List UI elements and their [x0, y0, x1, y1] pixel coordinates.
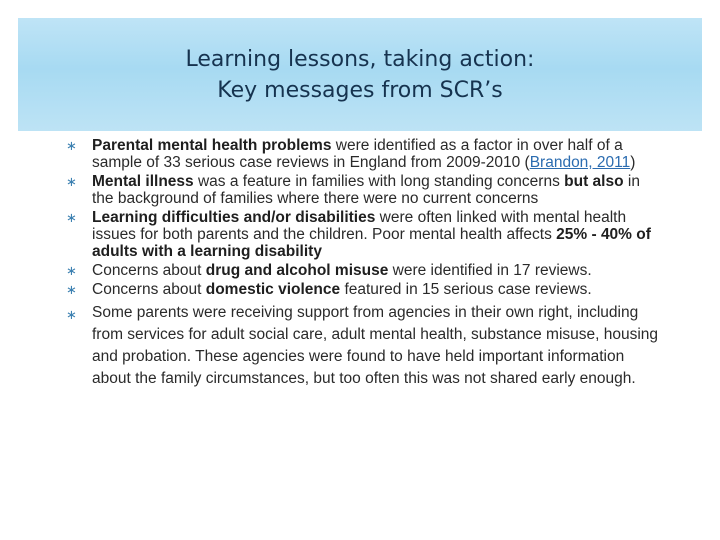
- bullet-icon: ∗: [66, 138, 77, 153]
- body-text: were identified as a factor in over half of a sample of 33 serious case reviews in England from 2009-2010: [92, 137, 623, 171]
- bold-text: but also: [564, 173, 624, 190]
- title-line-1: Learning lessons, taking action:: [185, 47, 535, 72]
- paren-open: (: [524, 154, 530, 171]
- slide-title: [18, 44, 702, 106]
- bullet-item: [66, 262, 662, 279]
- bullet-icon: ∗: [66, 174, 77, 189]
- bullet-item: [66, 302, 662, 390]
- citation-link[interactable]: Brandon, 2011: [529, 154, 631, 171]
- bullet-item: [66, 209, 662, 260]
- body-text: featured in 15 serious case reviews.: [340, 281, 592, 298]
- bold-text: drug and alcohol misuse: [205, 262, 389, 279]
- bullet-item: [66, 173, 662, 207]
- body-text: were identified in 17 reviews.: [388, 262, 592, 279]
- bold-text: 25% - 40% of adults with a learning disability: [92, 226, 651, 260]
- body-text: was a feature in families with long standing concerns: [193, 173, 565, 190]
- title-line-2: Key messages from SCR’s: [217, 78, 503, 103]
- bold-text: Learning difficulties and/or disabilities: [92, 209, 376, 226]
- body-text: Some parents were receiving support from agencies in their own right, including from services for adult social care, adult mental health, substance misuse, housing and probation. These agencies were found to have held important information about the family circumstances, but too often this was not shared early enough.: [92, 304, 659, 387]
- body-text: Concerns about: [92, 281, 206, 298]
- bullet-item: [66, 137, 662, 171]
- bullet-icon: ∗: [66, 210, 77, 225]
- bullet-list: [66, 137, 662, 392]
- bullet-icon: ∗: [66, 282, 77, 297]
- bold-text: Mental illness: [92, 173, 194, 190]
- bold-text: Parental mental health problems: [92, 137, 332, 154]
- body-text: Concerns about: [92, 262, 206, 279]
- bullet-icon: ∗: [66, 307, 77, 322]
- bullet-icon: ∗: [66, 263, 77, 278]
- bold-text: domestic violence: [205, 281, 341, 298]
- paren-close: ): [630, 154, 636, 171]
- body-text: in the background of families where there were no current concerns: [92, 173, 640, 207]
- body-text: were often linked with mental health issues for both parents and the children. Poor mental health affects: [92, 209, 627, 243]
- bullet-item: [66, 281, 662, 298]
